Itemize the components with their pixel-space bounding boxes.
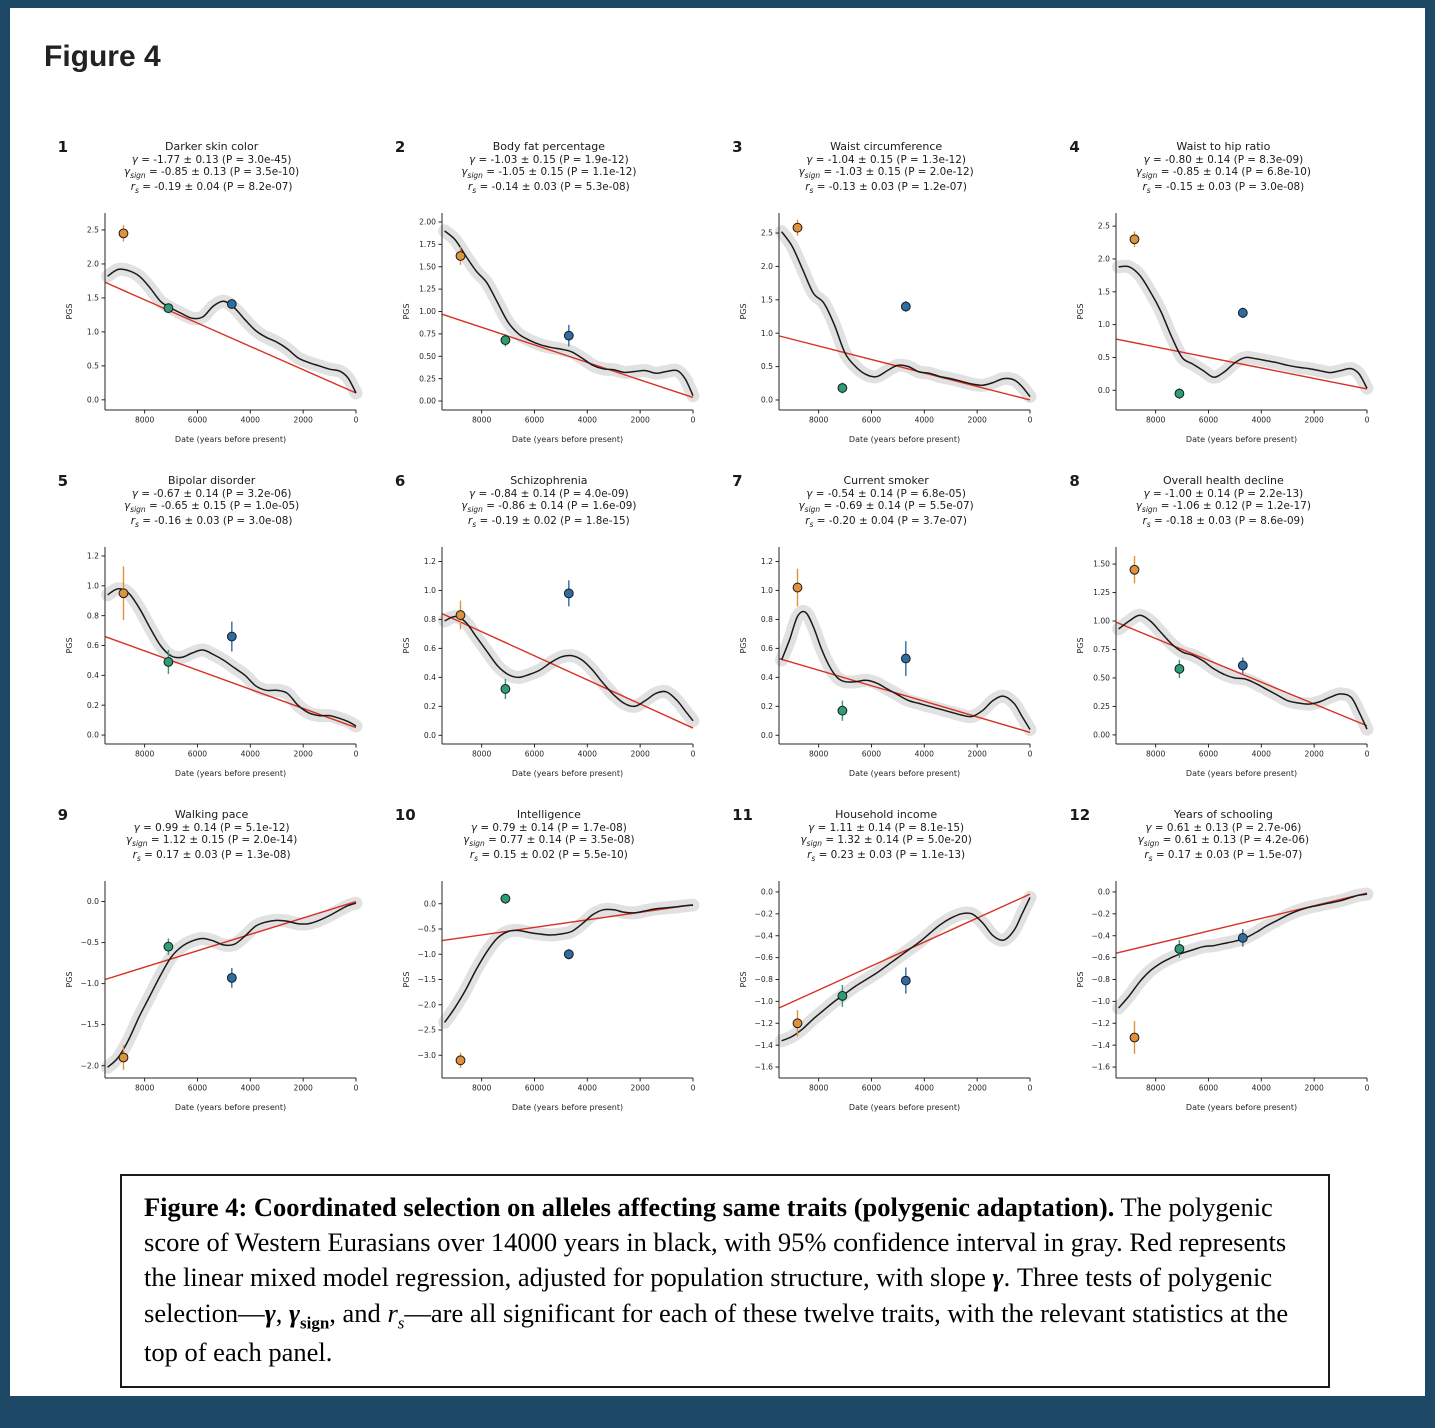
svg-text:6000: 6000	[187, 1083, 207, 1093]
panel-title: Bipolar disorder	[168, 474, 256, 487]
svg-text:1.50: 1.50	[418, 262, 436, 272]
chart-panel	[56, 140, 368, 446]
svg-text:1.2: 1.2	[86, 551, 99, 561]
svg-text:0: 0	[1027, 415, 1033, 425]
svg-text:4000: 4000	[914, 749, 935, 759]
svg-text:0.0: 0.0	[761, 730, 774, 740]
chart-panel	[56, 474, 368, 780]
svg-text:8000: 8000	[809, 749, 829, 759]
svg-text:0.25: 0.25	[418, 374, 436, 384]
svg-text:4000: 4000	[914, 415, 935, 425]
svg-text:Date (years before present): Date (years before present)	[1186, 769, 1298, 778]
svg-text:1.0: 1.0	[761, 328, 774, 338]
svg-text:0: 0	[1364, 749, 1370, 759]
svg-text:0.00: 0.00	[1093, 730, 1111, 740]
svg-text:0.6: 0.6	[423, 643, 436, 653]
figure-caption-text: Figure 4: Coordinated selection on alleles affecting same traits (polygenic adaptation). The polygenic score of Western Eurasians over 14000 years in black, with 95% confidence interval in gray. Red represents the linear mixed model regression, adjusted for population structure, with slope γ. Three tests of polygenic selection—γ, $\gamma_{sign}$, and $r_s—are$ all significant for each of these twelve traits, with the relevant statistics at the top of each panel.	[144, 1192, 1289, 1367]
svg-text:2000: 2000	[630, 415, 650, 425]
svg-text:6000: 6000	[861, 749, 882, 759]
svg-text:1.00: 1.00	[1093, 616, 1111, 626]
svg-text:2000: 2000	[967, 1083, 987, 1093]
panel-plot	[61, 206, 363, 446]
svg-text:0.2: 0.2	[86, 700, 99, 710]
svg-text:−1.6: −1.6	[754, 1062, 774, 1072]
svg-text:PGS: PGS	[401, 303, 411, 320]
panel-number: 5	[57, 472, 69, 490]
svg-text:−1.0: −1.0	[1091, 996, 1111, 1006]
panel-header	[393, 474, 705, 538]
panel-title: Waist circumference	[830, 140, 943, 153]
svg-text:2.5: 2.5	[761, 228, 774, 238]
panel-number: 10	[394, 806, 416, 824]
svg-text:2000: 2000	[1304, 415, 1325, 425]
chart-panel	[1067, 808, 1379, 1114]
svg-text:0.5: 0.5	[86, 361, 99, 371]
svg-text:Date (years before present): Date (years before present)	[1186, 1103, 1298, 1112]
panel-number: 1	[57, 138, 69, 156]
svg-text:2000: 2000	[967, 415, 987, 425]
svg-text:4000: 4000	[240, 1083, 260, 1093]
svg-text:0.4: 0.4	[86, 670, 99, 680]
panel-header	[56, 474, 368, 538]
panel-number: 12	[1069, 806, 1091, 824]
svg-text:−0.8: −0.8	[754, 975, 774, 985]
svg-text:−1.6: −1.6	[1091, 1062, 1111, 1072]
svg-text:1.50: 1.50	[1093, 559, 1111, 569]
panel-number: 4	[1069, 138, 1080, 156]
panel-plot	[398, 874, 700, 1114]
svg-text:6000: 6000	[1199, 749, 1219, 759]
svg-text:8000: 8000	[809, 415, 829, 425]
svg-text:0.00: 0.00	[418, 396, 436, 406]
panel-number: 11	[732, 806, 753, 824]
svg-text:0.75: 0.75	[418, 329, 436, 339]
svg-text:0.25: 0.25	[1093, 702, 1111, 712]
svg-text:−0.6: −0.6	[754, 953, 774, 963]
panel-plot	[398, 206, 700, 446]
panel-plot	[398, 540, 700, 780]
svg-text:Date (years before present): Date (years before present)	[849, 435, 961, 444]
panel-stats: γ = -0.54 ± 0.14 (P = 6.8e-05) $\gamma_{sign} = -0.69 \pm 0.14$ (P = 5.5e-07) $r_s = -0.20 \pm 0.04$ (P = 3.7e-07)	[798, 488, 974, 529]
svg-text:0.0: 0.0	[423, 730, 436, 740]
svg-text:8000: 8000	[134, 1083, 154, 1093]
svg-text:6000: 6000	[1199, 415, 1219, 425]
svg-text:Date (years before present): Date (years before present)	[849, 1103, 961, 1112]
svg-text:0.8: 0.8	[423, 615, 436, 625]
panel-title: Household income	[835, 808, 938, 821]
panel-header	[393, 140, 705, 204]
svg-text:Date (years before present): Date (years before present)	[174, 769, 286, 778]
svg-text:8000: 8000	[471, 749, 492, 759]
svg-text:PGS: PGS	[739, 971, 749, 988]
panel-plot	[1072, 874, 1374, 1114]
panel-number: 2	[394, 138, 406, 156]
panel-number: 7	[732, 472, 743, 490]
svg-text:0: 0	[1027, 1083, 1033, 1093]
svg-text:−1.0: −1.0	[754, 996, 774, 1006]
panel-header	[56, 140, 368, 204]
svg-text:0.75: 0.75	[1093, 645, 1111, 655]
svg-text:0.0: 0.0	[423, 899, 436, 909]
panel-title: Overall health decline	[1162, 474, 1284, 487]
svg-text:1.0: 1.0	[1098, 320, 1111, 330]
svg-text:−0.5: −0.5	[417, 924, 436, 934]
svg-text:6000: 6000	[524, 415, 545, 425]
panel-title: Intelligence	[516, 808, 581, 821]
svg-text:PGS: PGS	[1076, 971, 1086, 988]
svg-text:0.6: 0.6	[761, 643, 774, 653]
panel-stats: γ = -1.77 ± 0.13 (P = 3.0e-45) $\gamma_{sign} = -0.85 \pm 0.13$ (P = 3.5e-10) $r_s = -0.19 \pm 0.04$ (P = 8.2e-07)	[124, 154, 300, 195]
svg-text:PGS: PGS	[401, 637, 411, 654]
svg-text:2000: 2000	[1304, 1083, 1325, 1093]
svg-text:6000: 6000	[861, 1083, 882, 1093]
svg-text:−0.5: −0.5	[80, 938, 99, 948]
svg-text:1.2: 1.2	[423, 557, 436, 567]
svg-text:0.50: 0.50	[1093, 673, 1111, 683]
svg-text:0.4: 0.4	[761, 672, 774, 682]
figure-title: Figure 4	[44, 40, 161, 73]
svg-text:PGS: PGS	[1076, 303, 1086, 320]
svg-text:1.2: 1.2	[761, 557, 774, 567]
svg-text:PGS: PGS	[64, 303, 74, 320]
paper-page	[10, 8, 1425, 1396]
svg-text:1.0: 1.0	[86, 327, 99, 337]
svg-text:2000: 2000	[293, 415, 313, 425]
panel-header	[1067, 140, 1379, 204]
svg-text:4000: 4000	[577, 749, 597, 759]
svg-text:PGS: PGS	[1076, 637, 1086, 654]
svg-text:0: 0	[690, 749, 696, 759]
svg-text:Date (years before present): Date (years before present)	[849, 769, 961, 778]
svg-text:0: 0	[1364, 1083, 1370, 1093]
svg-text:1.0: 1.0	[761, 586, 774, 596]
panel-stats: γ = 1.11 ± 0.14 (P = 8.1e-15) $\gamma_{sign} = 1.32 \pm 0.14$ (P = 5.0e-20) $r_s = 0.23 \pm 0.03$ (P = 1.1e-13)	[800, 822, 972, 863]
svg-text:1.25: 1.25	[418, 284, 436, 294]
panel-number: 9	[57, 806, 69, 824]
panel-stats: γ = -0.80 ± 0.14 (P = 8.3e-09) $\gamma_{sign} = -0.85 \pm 0.14$ (P = 6.8e-10) $r_s = -0.15 \pm 0.03$ (P = 3.0e-08)	[1135, 154, 1311, 195]
svg-text:4000: 4000	[240, 415, 260, 425]
svg-text:0.4: 0.4	[423, 672, 436, 682]
svg-text:−1.4: −1.4	[1091, 1040, 1111, 1050]
chart-panel	[730, 474, 1042, 780]
svg-text:−0.4: −0.4	[754, 931, 774, 941]
svg-text:2.0: 2.0	[761, 262, 774, 272]
svg-text:0: 0	[353, 415, 359, 425]
panel-number: 8	[1069, 472, 1080, 490]
svg-text:−1.0: −1.0	[417, 949, 436, 959]
panel-header	[1067, 474, 1379, 538]
panel-plot	[735, 874, 1037, 1114]
svg-text:PGS: PGS	[739, 303, 749, 320]
panel-plot	[735, 540, 1037, 780]
panel-title: Waist to hip ratio	[1176, 140, 1271, 153]
panel-header	[730, 140, 1042, 204]
chart-panel	[393, 140, 705, 446]
chart-panel	[1067, 474, 1379, 780]
svg-text:−2.0: −2.0	[80, 1061, 99, 1071]
svg-text:PGS: PGS	[739, 637, 749, 654]
svg-text:8000: 8000	[134, 415, 154, 425]
svg-text:PGS: PGS	[64, 971, 74, 988]
svg-text:0.8: 0.8	[86, 611, 99, 621]
svg-text:−2.5: −2.5	[417, 1025, 436, 1035]
panel-number: 3	[732, 138, 743, 156]
svg-text:2000: 2000	[967, 749, 987, 759]
panel-header	[1067, 808, 1379, 872]
chart-panel	[393, 808, 705, 1114]
svg-text:1.5: 1.5	[86, 293, 99, 303]
svg-text:2000: 2000	[630, 1083, 650, 1093]
svg-text:4000: 4000	[577, 415, 597, 425]
svg-text:1.0: 1.0	[423, 586, 436, 596]
svg-text:Date (years before present): Date (years before present)	[511, 435, 623, 444]
svg-text:1.25: 1.25	[1093, 588, 1111, 598]
svg-text:Date (years before present): Date (years before present)	[511, 1103, 623, 1112]
svg-text:Date (years before present): Date (years before present)	[511, 769, 623, 778]
svg-text:−1.5: −1.5	[417, 975, 436, 985]
svg-text:6000: 6000	[1199, 1083, 1219, 1093]
panel-plot	[61, 540, 363, 780]
svg-text:0.8: 0.8	[761, 615, 774, 625]
svg-text:−1.0: −1.0	[80, 979, 99, 989]
svg-text:2000: 2000	[293, 1083, 313, 1093]
panel-header	[56, 808, 368, 872]
svg-text:−1.5: −1.5	[80, 1020, 99, 1030]
svg-text:0.50: 0.50	[418, 351, 436, 361]
svg-text:−1.4: −1.4	[754, 1040, 774, 1050]
svg-text:4000: 4000	[577, 1083, 597, 1093]
svg-text:6000: 6000	[524, 1083, 545, 1093]
svg-text:8000: 8000	[471, 1083, 492, 1093]
svg-text:8000: 8000	[809, 1083, 829, 1093]
svg-text:Date (years before present): Date (years before present)	[174, 435, 286, 444]
svg-text:8000: 8000	[134, 749, 154, 759]
svg-text:Date (years before present): Date (years before present)	[174, 1103, 286, 1112]
svg-text:0.0: 0.0	[761, 395, 774, 405]
svg-text:1.5: 1.5	[1098, 287, 1111, 297]
svg-text:1.0: 1.0	[86, 581, 99, 591]
svg-text:2.0: 2.0	[86, 259, 99, 269]
panel-plot	[1072, 206, 1374, 446]
svg-text:0.0: 0.0	[1098, 385, 1111, 395]
svg-text:−0.4: −0.4	[1091, 931, 1111, 941]
svg-text:0: 0	[690, 1083, 696, 1093]
svg-text:4000: 4000	[914, 1083, 935, 1093]
svg-text:2000: 2000	[630, 749, 650, 759]
svg-text:0.6: 0.6	[86, 641, 99, 651]
panel-stats: γ = -1.00 ± 0.14 (P = 2.2e-13) $\gamma_{sign} = -1.06 \pm 0.12$ (P = 1.2e-17) $r_s = -0.18 \pm 0.03$ (P = 8.6e-09)	[1135, 488, 1311, 529]
panel-stats: γ = -1.03 ± 0.15 (P = 1.9e-12) $\gamma_{sign} = -1.05 \pm 0.15$ (P = 1.1e-12) $r_s = -0.14 \pm 0.03$ (P = 5.3e-08)	[461, 154, 637, 195]
svg-text:−0.2: −0.2	[1091, 909, 1111, 919]
panel-plot	[61, 874, 363, 1114]
panel-stats: γ = -0.67 ± 0.14 (P = 3.2e-06) $\gamma_{sign} = -0.65 \pm 0.15$ (P = 1.0e-05) $r_s = -0.16 \pm 0.03$ (P = 3.0e-08)	[124, 488, 300, 529]
svg-text:−1.2: −1.2	[1091, 1018, 1111, 1028]
svg-text:0.0: 0.0	[86, 730, 99, 740]
svg-text:0.5: 0.5	[761, 362, 774, 372]
svg-text:0: 0	[353, 749, 359, 759]
svg-text:2.5: 2.5	[86, 225, 99, 235]
svg-text:8000: 8000	[1146, 415, 1166, 425]
chart-panel	[393, 474, 705, 780]
svg-text:2.5: 2.5	[1098, 221, 1111, 231]
panel-title: Body fat percentage	[492, 140, 606, 153]
panel-title: Current smoker	[843, 474, 929, 487]
panel-title: Darker skin color	[165, 140, 259, 153]
svg-text:0.0: 0.0	[86, 897, 99, 907]
svg-text:−0.2: −0.2	[754, 909, 774, 919]
svg-text:0.5: 0.5	[1098, 353, 1111, 363]
svg-text:6000: 6000	[524, 749, 545, 759]
panel-stats: γ = -0.84 ± 0.14 (P = 4.0e-09) $\gamma_{sign} = -0.86 \pm 0.14$ (P = 1.6e-09) $r_s = -0.19 \pm 0.02$ (P = 1.8e-15)	[461, 488, 637, 529]
panel-header	[730, 474, 1042, 538]
figure-caption-box	[120, 1174, 1330, 1388]
svg-text:0: 0	[690, 415, 696, 425]
chart-panel	[730, 808, 1042, 1114]
svg-text:1.00: 1.00	[418, 307, 436, 317]
svg-text:0.0: 0.0	[1098, 887, 1111, 897]
panel-stats: γ = 0.61 ± 0.13 (P = 2.7e-06) $\gamma_{sign} = 0.61 \pm 0.13$ (P = 4.2e-06) $r_s = 0.17 \pm 0.03$ (P = 1.5e-07)	[1137, 822, 1310, 863]
svg-text:−3.0: −3.0	[417, 1050, 436, 1060]
svg-text:1.5: 1.5	[761, 295, 774, 305]
svg-text:−1.2: −1.2	[754, 1018, 774, 1028]
svg-text:2000: 2000	[1304, 749, 1325, 759]
svg-text:4000: 4000	[1252, 415, 1272, 425]
svg-text:4000: 4000	[1252, 1083, 1272, 1093]
panel-title: Years of schooling	[1173, 808, 1273, 821]
panel-title: Schizophrenia	[510, 474, 588, 487]
svg-text:2.00: 2.00	[418, 217, 436, 227]
svg-text:0: 0	[353, 1083, 359, 1093]
svg-text:−0.8: −0.8	[1091, 975, 1111, 985]
svg-text:8000: 8000	[1146, 1083, 1166, 1093]
svg-text:0: 0	[1027, 749, 1033, 759]
svg-text:−0.6: −0.6	[1091, 953, 1111, 963]
panel-stats: γ = 0.99 ± 0.14 (P = 5.1e-12) $\gamma_{sign} = 1.12 \pm 0.15$ (P = 2.0e-14) $r_s = 0.17 \pm 0.03$ (P = 1.3e-08)	[125, 822, 298, 863]
chart-panel	[1067, 140, 1379, 446]
panel-stats: γ = -1.04 ± 0.15 (P = 1.3e-12) $\gamma_{sign} = -1.03 \pm 0.15$ (P = 2.0e-12) $r_s = -0.13 \pm 0.03$ (P = 1.2e-07)	[798, 154, 974, 195]
panel-title: Walking pace	[174, 808, 249, 821]
svg-text:0: 0	[1364, 415, 1370, 425]
svg-text:0.2: 0.2	[423, 701, 436, 711]
chart-panel	[730, 140, 1042, 446]
svg-text:6000: 6000	[861, 415, 882, 425]
panel-number: 6	[394, 472, 406, 490]
svg-text:6000: 6000	[187, 415, 207, 425]
svg-text:4000: 4000	[240, 749, 260, 759]
svg-text:1.75: 1.75	[418, 239, 436, 249]
svg-text:−2.0: −2.0	[417, 1000, 436, 1010]
svg-text:8000: 8000	[471, 415, 492, 425]
panel-plot	[735, 206, 1037, 446]
chart-panel	[56, 808, 368, 1114]
svg-text:Date (years before present): Date (years before present)	[1186, 435, 1298, 444]
svg-text:2.0: 2.0	[1098, 254, 1111, 264]
svg-text:8000: 8000	[1146, 749, 1166, 759]
svg-text:2000: 2000	[293, 749, 313, 759]
svg-text:0.2: 0.2	[761, 701, 774, 711]
svg-text:4000: 4000	[1252, 749, 1272, 759]
panels-grid	[10, 140, 1425, 1114]
svg-text:PGS: PGS	[64, 637, 74, 654]
panel-plot	[1072, 540, 1374, 780]
svg-text:6000: 6000	[187, 749, 207, 759]
panel-header	[730, 808, 1042, 872]
svg-text:0.0: 0.0	[761, 887, 774, 897]
panel-header	[393, 808, 705, 872]
svg-text:0.0: 0.0	[86, 395, 99, 405]
panel-stats: γ = 0.79 ± 0.14 (P = 1.7e-08) $\gamma_{sign} = 0.77 \pm 0.14$ (P = 3.5e-08) $r_s = 0.15 \pm 0.02$ (P = 5.5e-10)	[463, 822, 635, 863]
svg-text:PGS: PGS	[401, 971, 411, 988]
